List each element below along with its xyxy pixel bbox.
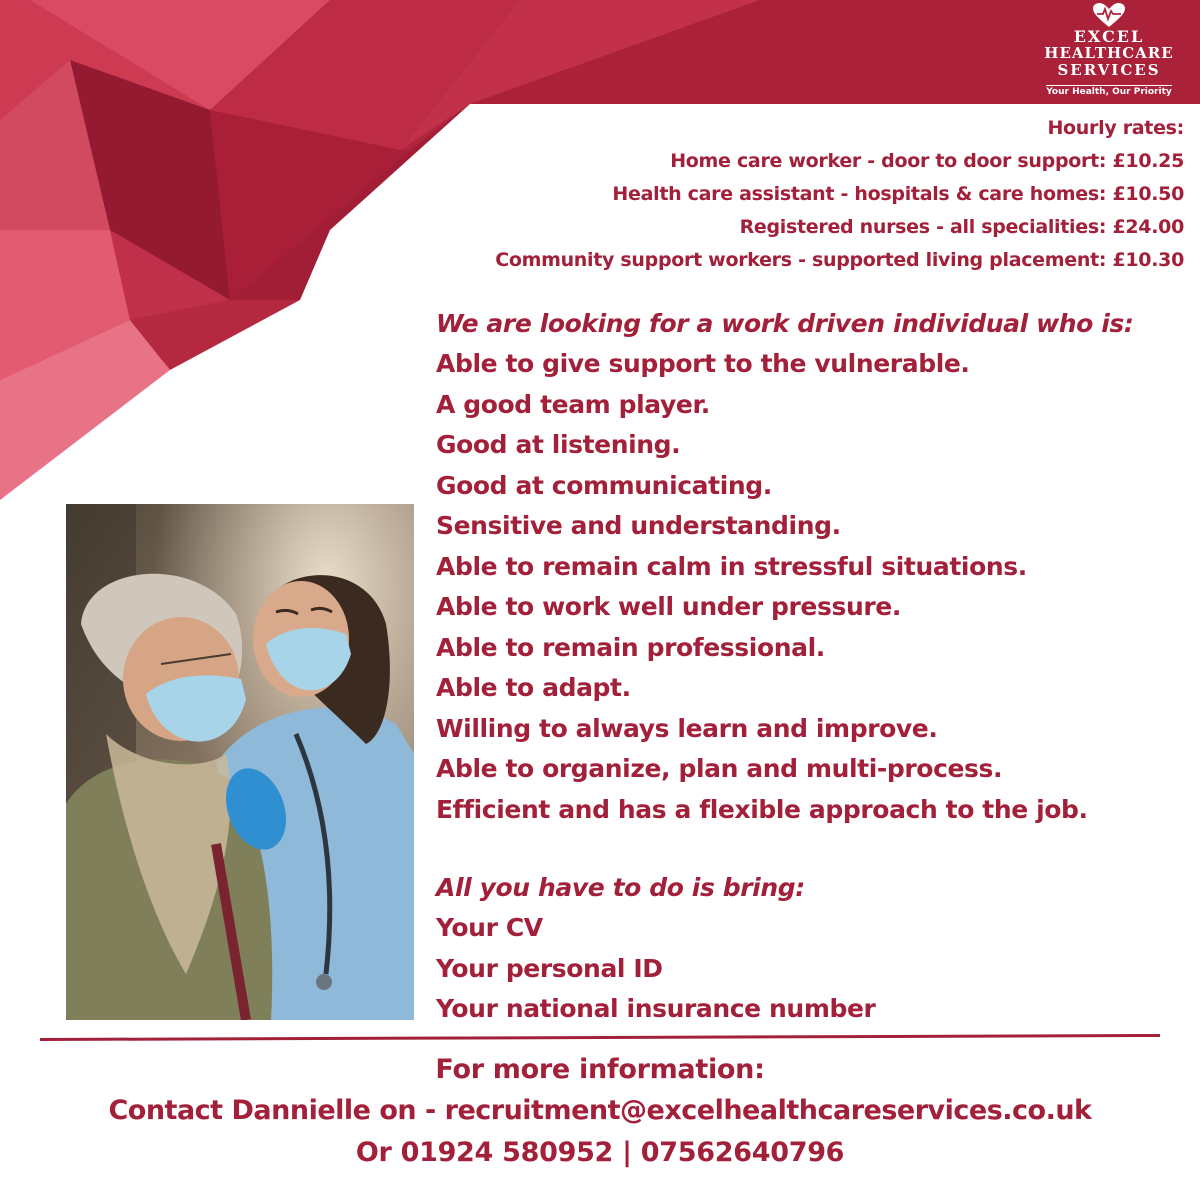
- brand-name-line1: EXCEL: [1073, 27, 1145, 46]
- trait-item: A good team player.: [436, 389, 710, 419]
- rate-item: Home care worker - door to door support: £10.25: [670, 150, 1184, 172]
- bring-item: Your national insurance number: [436, 994, 876, 1023]
- trait-item: Efficient and has a flexible approach to the job.: [436, 794, 1088, 824]
- trait-item: Good at listening.: [436, 430, 681, 459]
- carer-hugging-patient-photo: [66, 504, 414, 1020]
- rate-item: Community support workers - supported living placement: £10.30: [495, 249, 1184, 271]
- hourly-rates-section: [404, 112, 1184, 277]
- bring-heading: All you have to do is bring:: [436, 873, 805, 902]
- heart-pulse-icon: [1092, 2, 1126, 28]
- rate-item: Health care assistant - hospitals & care homes: £10.50: [612, 183, 1184, 205]
- rate-item: Registered nurses - all specialities: £24.00: [739, 216, 1184, 238]
- contact-section: [0, 1050, 1200, 1174]
- trait-item: Willing to always learn and improve.: [436, 713, 938, 743]
- trait-item: Able to give support to the vulnerable.: [436, 349, 970, 378]
- trait-item: Sensitive and understanding.: [436, 511, 841, 540]
- bring-item: Your personal ID: [436, 953, 663, 983]
- trait-item: Able to remain calm in stressful situations.: [436, 551, 1027, 581]
- brand-name-line3: SERVICES: [1057, 61, 1161, 79]
- brand-tagline: Your Health, Our Priority: [1046, 87, 1172, 97]
- contact-phone-line[interactable]: Or 01924 580952 | 07562640796: [355, 1137, 845, 1168]
- brand-name-line2: HEALTHCARE: [1044, 44, 1174, 62]
- traits-section: [436, 304, 1186, 830]
- trait-item: Able to adapt.: [436, 673, 631, 702]
- brand-logo: [1018, 0, 1200, 104]
- traits-heading: We are looking for a work driven individual who is:: [436, 309, 1134, 338]
- trait-item: Able to work well under pressure.: [436, 592, 901, 621]
- bring-item: Your CV: [436, 913, 543, 942]
- bring-section: [436, 868, 1136, 1030]
- rates-heading: Hourly rates:: [1047, 117, 1184, 139]
- contact-email-line[interactable]: Contact Dannielle on - recruitment@excelhealthcareservices.co.uk: [108, 1095, 1092, 1126]
- footer-divider: [0, 1032, 1200, 1044]
- trait-item: Able to organize, plan and multi-process.: [436, 754, 1003, 783]
- contact-heading: For more information:: [435, 1054, 765, 1085]
- trait-item: Good at communicating.: [436, 470, 772, 500]
- trait-item: Able to remain professional.: [436, 632, 825, 662]
